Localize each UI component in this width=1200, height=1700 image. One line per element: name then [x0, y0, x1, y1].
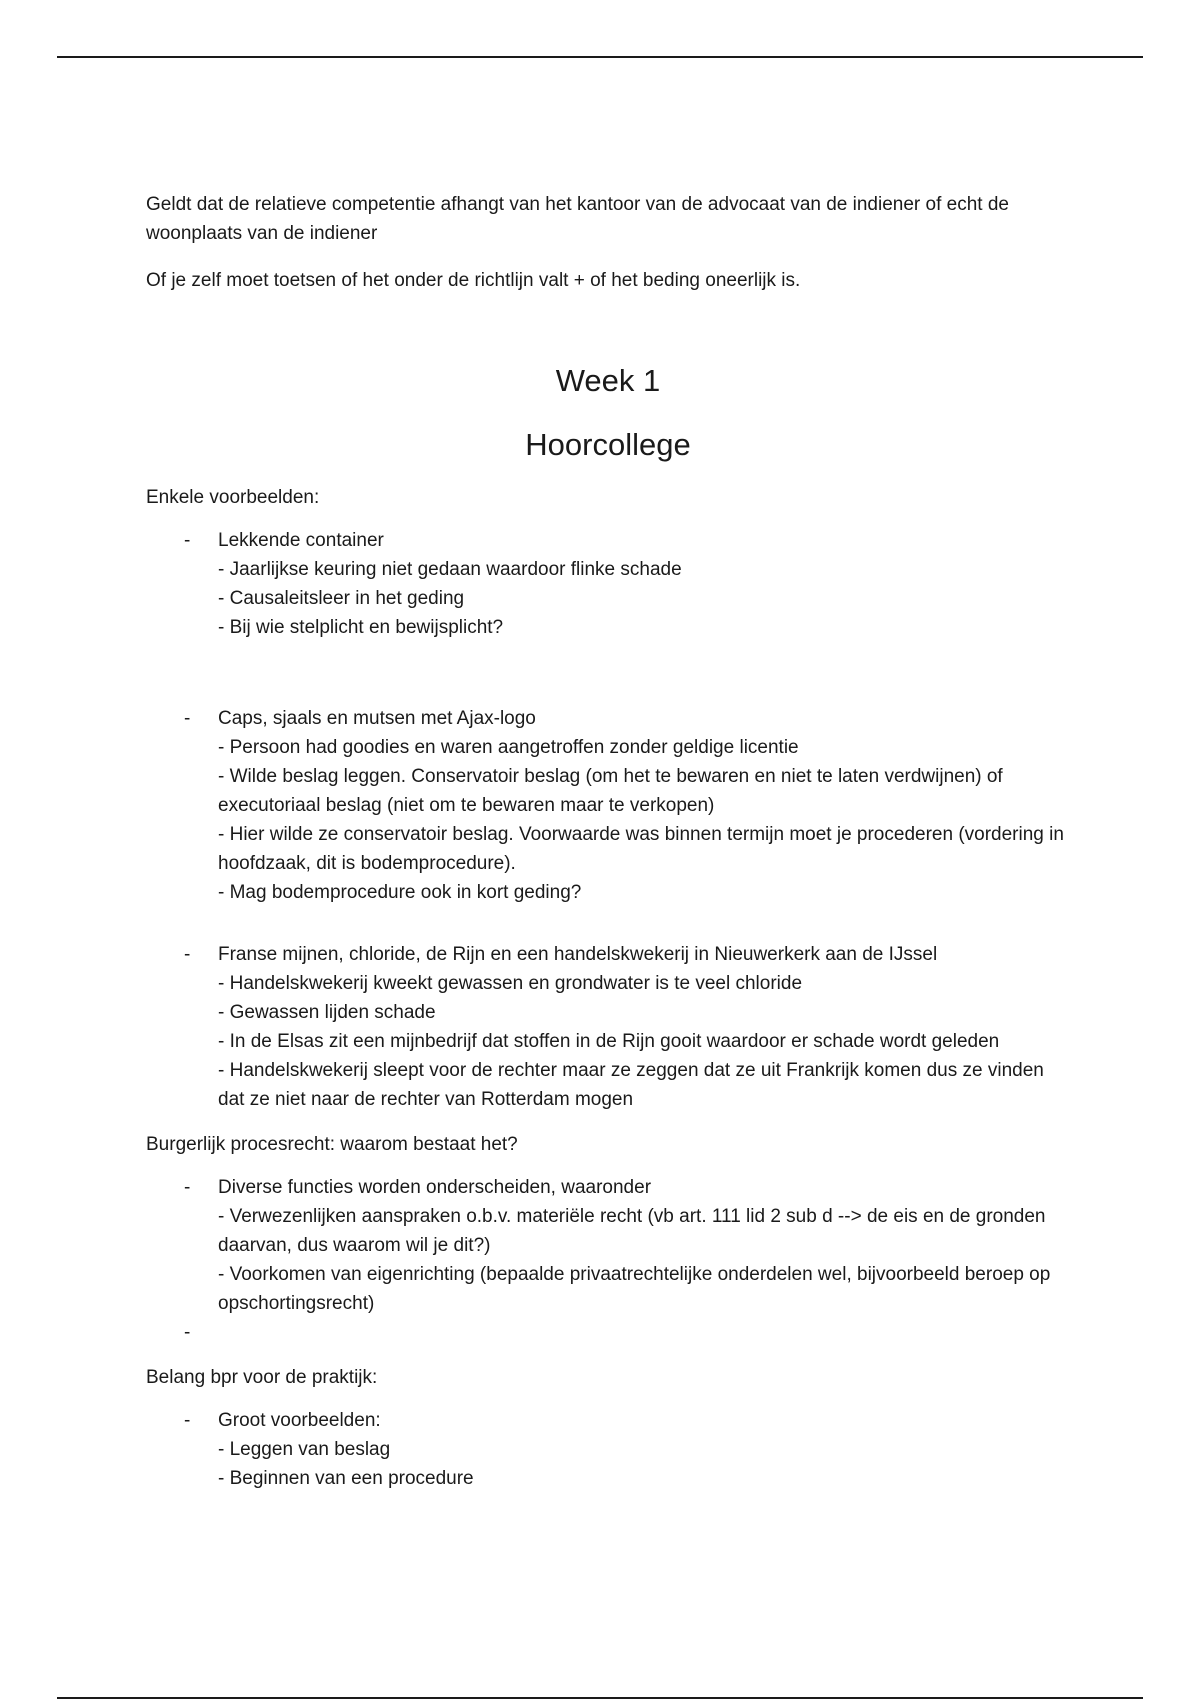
bullet-sub: - Bij wie stelplicht en bewijsplicht? — [218, 617, 504, 638]
intro-question-1: Geldt dat de relatieve competentie afhangt van het kantoor van de advocaat van de indiener of echt de woonplaats van de indiener — [146, 194, 1009, 244]
bullet-dash: - — [184, 1177, 191, 1198]
subtitle-heading: Hoorcollege — [525, 427, 691, 462]
list-item — [146, 1406, 1066, 1493]
bullet-dash: - — [184, 1322, 191, 1343]
heading-block — [146, 361, 1066, 465]
bullet-dash: - — [184, 708, 191, 729]
bullet-title: Franse mijnen, chloride, de Rijn en een handelskwekerij in Nieuwerkerk aan de IJssel — [218, 944, 938, 965]
document-page — [146, 190, 1066, 1493]
list-item — [146, 704, 1066, 907]
examples-list — [146, 526, 1066, 1114]
praktijk-list — [146, 1406, 1066, 1493]
bullet-sub: - Handelskwekerij sleept voor de rechter maar ze zeggen dat ze uit Frankrijk komen dus ze vinden dat ze niet naar de rechter van Rotterdam mogen — [218, 1060, 1044, 1110]
praktijk-label: Belang bpr voor de praktijk: — [146, 1367, 378, 1388]
bullet-sub: - Jaarlijkse keuring niet gedaan waardoor flinke schade — [218, 559, 682, 580]
bullet-dash: - — [184, 944, 191, 965]
bullet-sub: - Handelskwekerij kweekt gewassen en grondwater is te veel chloride — [218, 973, 803, 994]
bullet-dash: - — [184, 1410, 191, 1431]
bullet-sub: - Mag bodemprocedure ook in kort geding? — [218, 882, 582, 903]
list-item — [146, 940, 1066, 1114]
intro-question-2: Of je zelf moet toetsen of het onder de richtlijn valt + of het beding oneerlijk is. — [146, 270, 801, 291]
bullet-title: Caps, sjaals en mutsen met Ajax-logo — [218, 708, 536, 729]
bullet-dash: - — [184, 530, 191, 551]
list-item — [146, 1173, 1066, 1318]
footer-rule — [57, 1697, 1143, 1699]
list-item-empty — [146, 1318, 1066, 1347]
bullet-title: Lekkende container — [218, 530, 384, 551]
procesrecht-label: Burgerlijk procesrecht: waarom bestaat het? — [146, 1134, 518, 1155]
bullet-sub: - Leggen van beslag — [218, 1439, 391, 1460]
examples-label: Enkele voorbeelden: — [146, 487, 320, 508]
bullet-title: Groot voorbeelden: — [218, 1410, 381, 1431]
bullet-sub: - Gewassen lijden schade — [218, 1002, 436, 1023]
bullet-title: Diverse functies worden onderscheiden, waaronder — [218, 1177, 652, 1198]
bullet-sub: - Beginnen van een procedure — [218, 1468, 474, 1489]
bullet-sub: - Hier wilde ze conservatoir beslag. Voorwaarde was binnen termijn moet je procederen (vordering in hoofdzaak, dit is bodemprocedure). — [218, 824, 1064, 874]
bullet-sub: - Wilde beslag leggen. Conservatoir beslag (om het te bewaren en niet te laten verdwijnen) of executoriaal beslag (niet om te bewaren maar te verkopen) — [218, 766, 1003, 816]
bullet-sub: - Verwezenlijken aanspraken o.b.v. materiële recht (vb art. 111 lid 2 sub d --> de eis en de gronden daarvan, dus waarom wil je dit?) — [218, 1206, 1046, 1256]
list-item — [146, 526, 1066, 642]
bullet-sub: - Voorkomen van eigenrichting (bepaalde privaatrechtelijke onderdelen wel, bijvoorbeeld beroep op opschortingsrecht) — [218, 1264, 1051, 1314]
bullet-sub: - In de Elsas zit een mijnbedrijf dat stoffen in de Rijn gooit waardoor er schade wordt geleden — [218, 1031, 1000, 1052]
bullet-sub: - Persoon had goodies en waren aangetroffen zonder geldige licentie — [218, 737, 799, 758]
week-heading: Week 1 — [555, 363, 661, 398]
bullet-sub: - Causaleitsleer in het geding — [218, 588, 465, 609]
procesrecht-list — [146, 1173, 1066, 1347]
header-rule — [57, 56, 1143, 58]
